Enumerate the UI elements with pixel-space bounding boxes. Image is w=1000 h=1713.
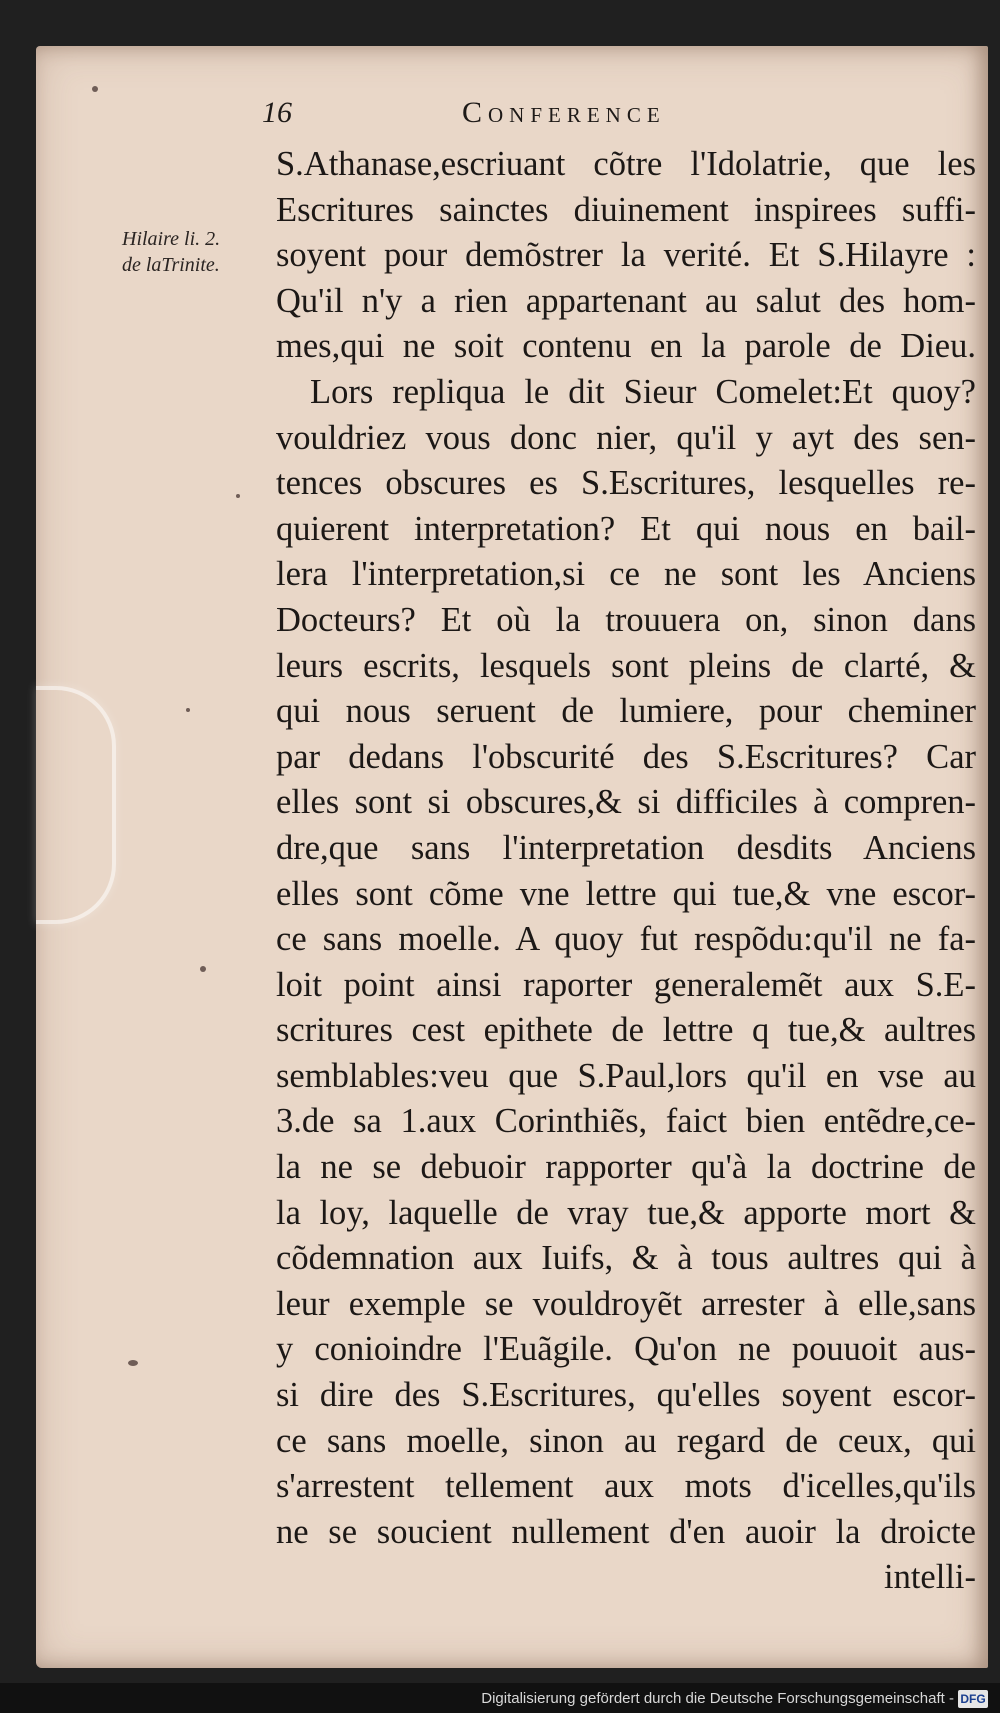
text-line: ce sans moelle, sinon au regard de ceux, qui xyxy=(276,1421,976,1460)
text-line: quierent interpretation? Et qui nous en bail- xyxy=(276,509,976,548)
text-line: scritures cest epithete de lettre q tue,& aultres xyxy=(276,1011,976,1050)
text-line: leurs escrits, lesquels sont pleins de clarté, & xyxy=(276,646,976,685)
text-line: dre,que sans l'interpretation desdits Anciens xyxy=(276,828,976,867)
page-header xyxy=(262,96,962,136)
text-line: la loy, laquelle de vray tue,& apporte mort & xyxy=(276,1193,976,1232)
catchword: intelli- xyxy=(884,1558,976,1597)
text-line: Escritures sainctes diuinement inspirees suffi- xyxy=(276,190,976,229)
dfg-logo-icon: DFG xyxy=(958,1690,988,1708)
marginal-note-line: Hilaire li. 2. xyxy=(122,228,221,250)
text-line: y conioindre l'Euãgile. Qu'on ne pouuoit aus- xyxy=(276,1330,976,1369)
text-line: mes,qui ne soit contenu en la parole de Dieu. xyxy=(276,327,976,366)
text-line: s'arrestent tellement aux mots d'icelles,qu'ils xyxy=(276,1467,976,1506)
text-line: lera l'interpretation,si ce ne sont les Anciens xyxy=(276,555,976,594)
text-line: ne se soucient nullement d'en auoir la droicte xyxy=(276,1512,976,1551)
text-line: qui nous seruent de lumiere, pour cheminer xyxy=(276,692,976,731)
text-line: Qu'il n'y a rien appartenant au salut des hom- xyxy=(276,281,976,320)
text-line: soyent pour demõstrer la verité. Et S.Hilayre : xyxy=(276,236,976,275)
ink-speck xyxy=(92,86,98,92)
text-line: loit point ainsi raporter generalemẽt aux S.E- xyxy=(276,965,976,1004)
body-text xyxy=(276,142,976,1601)
text-line: elles sont cõme vne lettre qui tue,& vne escor- xyxy=(276,874,976,913)
text-line: Docteurs? Et où la trouuera on, sinon dans xyxy=(276,600,976,639)
running-head: Conference xyxy=(462,96,666,129)
text-line: leur exemple se vouldroyẽt arrester à elle,sans xyxy=(276,1284,976,1323)
text-line: 3.de sa 1.aux Corinthiẽs, faict bien entẽdre,ce- xyxy=(276,1102,976,1141)
ink-speck xyxy=(200,966,206,972)
marginal-note-line: de laTrinite. xyxy=(122,254,220,276)
text-line: Lors repliqua le dit Sieur Comelet:Et quoy? xyxy=(310,372,976,411)
text-line: vouldriez vous donc nier, qu'il y ayt des sen- xyxy=(276,418,976,457)
funding-credit: Digitalisierung gefördert durch die Deutsche Forschungsgemeinschaft - xyxy=(481,1690,954,1707)
ink-speck xyxy=(128,1360,138,1366)
text-line: cõdemnation aux Iuifs, & à tous aultres qui à xyxy=(276,1239,976,1278)
text-line: S.Athanase,escriuant cõtre l'Idolatrie, que les xyxy=(276,145,976,183)
text-line: elles sont si obscures,& si difficiles à compren- xyxy=(276,783,976,822)
text-line: tences obscures es S.Escritures, lesquelles re- xyxy=(276,464,976,503)
page-number: 16 xyxy=(262,96,292,129)
text-line: si dire des S.Escritures, qu'elles soyent escor- xyxy=(276,1376,976,1415)
marginal-note xyxy=(122,226,272,278)
text-line: par dedans l'obscurité des S.Escritures? Car xyxy=(276,737,976,776)
paper-clip xyxy=(36,686,116,924)
ink-speck xyxy=(186,708,190,712)
text-line: semblables:veu que S.Paul,lors qu'il en vse au xyxy=(276,1056,976,1095)
ink-speck xyxy=(236,494,240,498)
text-line: la ne se debuoir rapporter qu'à la doctrine de xyxy=(276,1148,976,1187)
text-line: ce sans moelle. A quoy fut respõdu:qu'il ne fa- xyxy=(276,920,976,959)
